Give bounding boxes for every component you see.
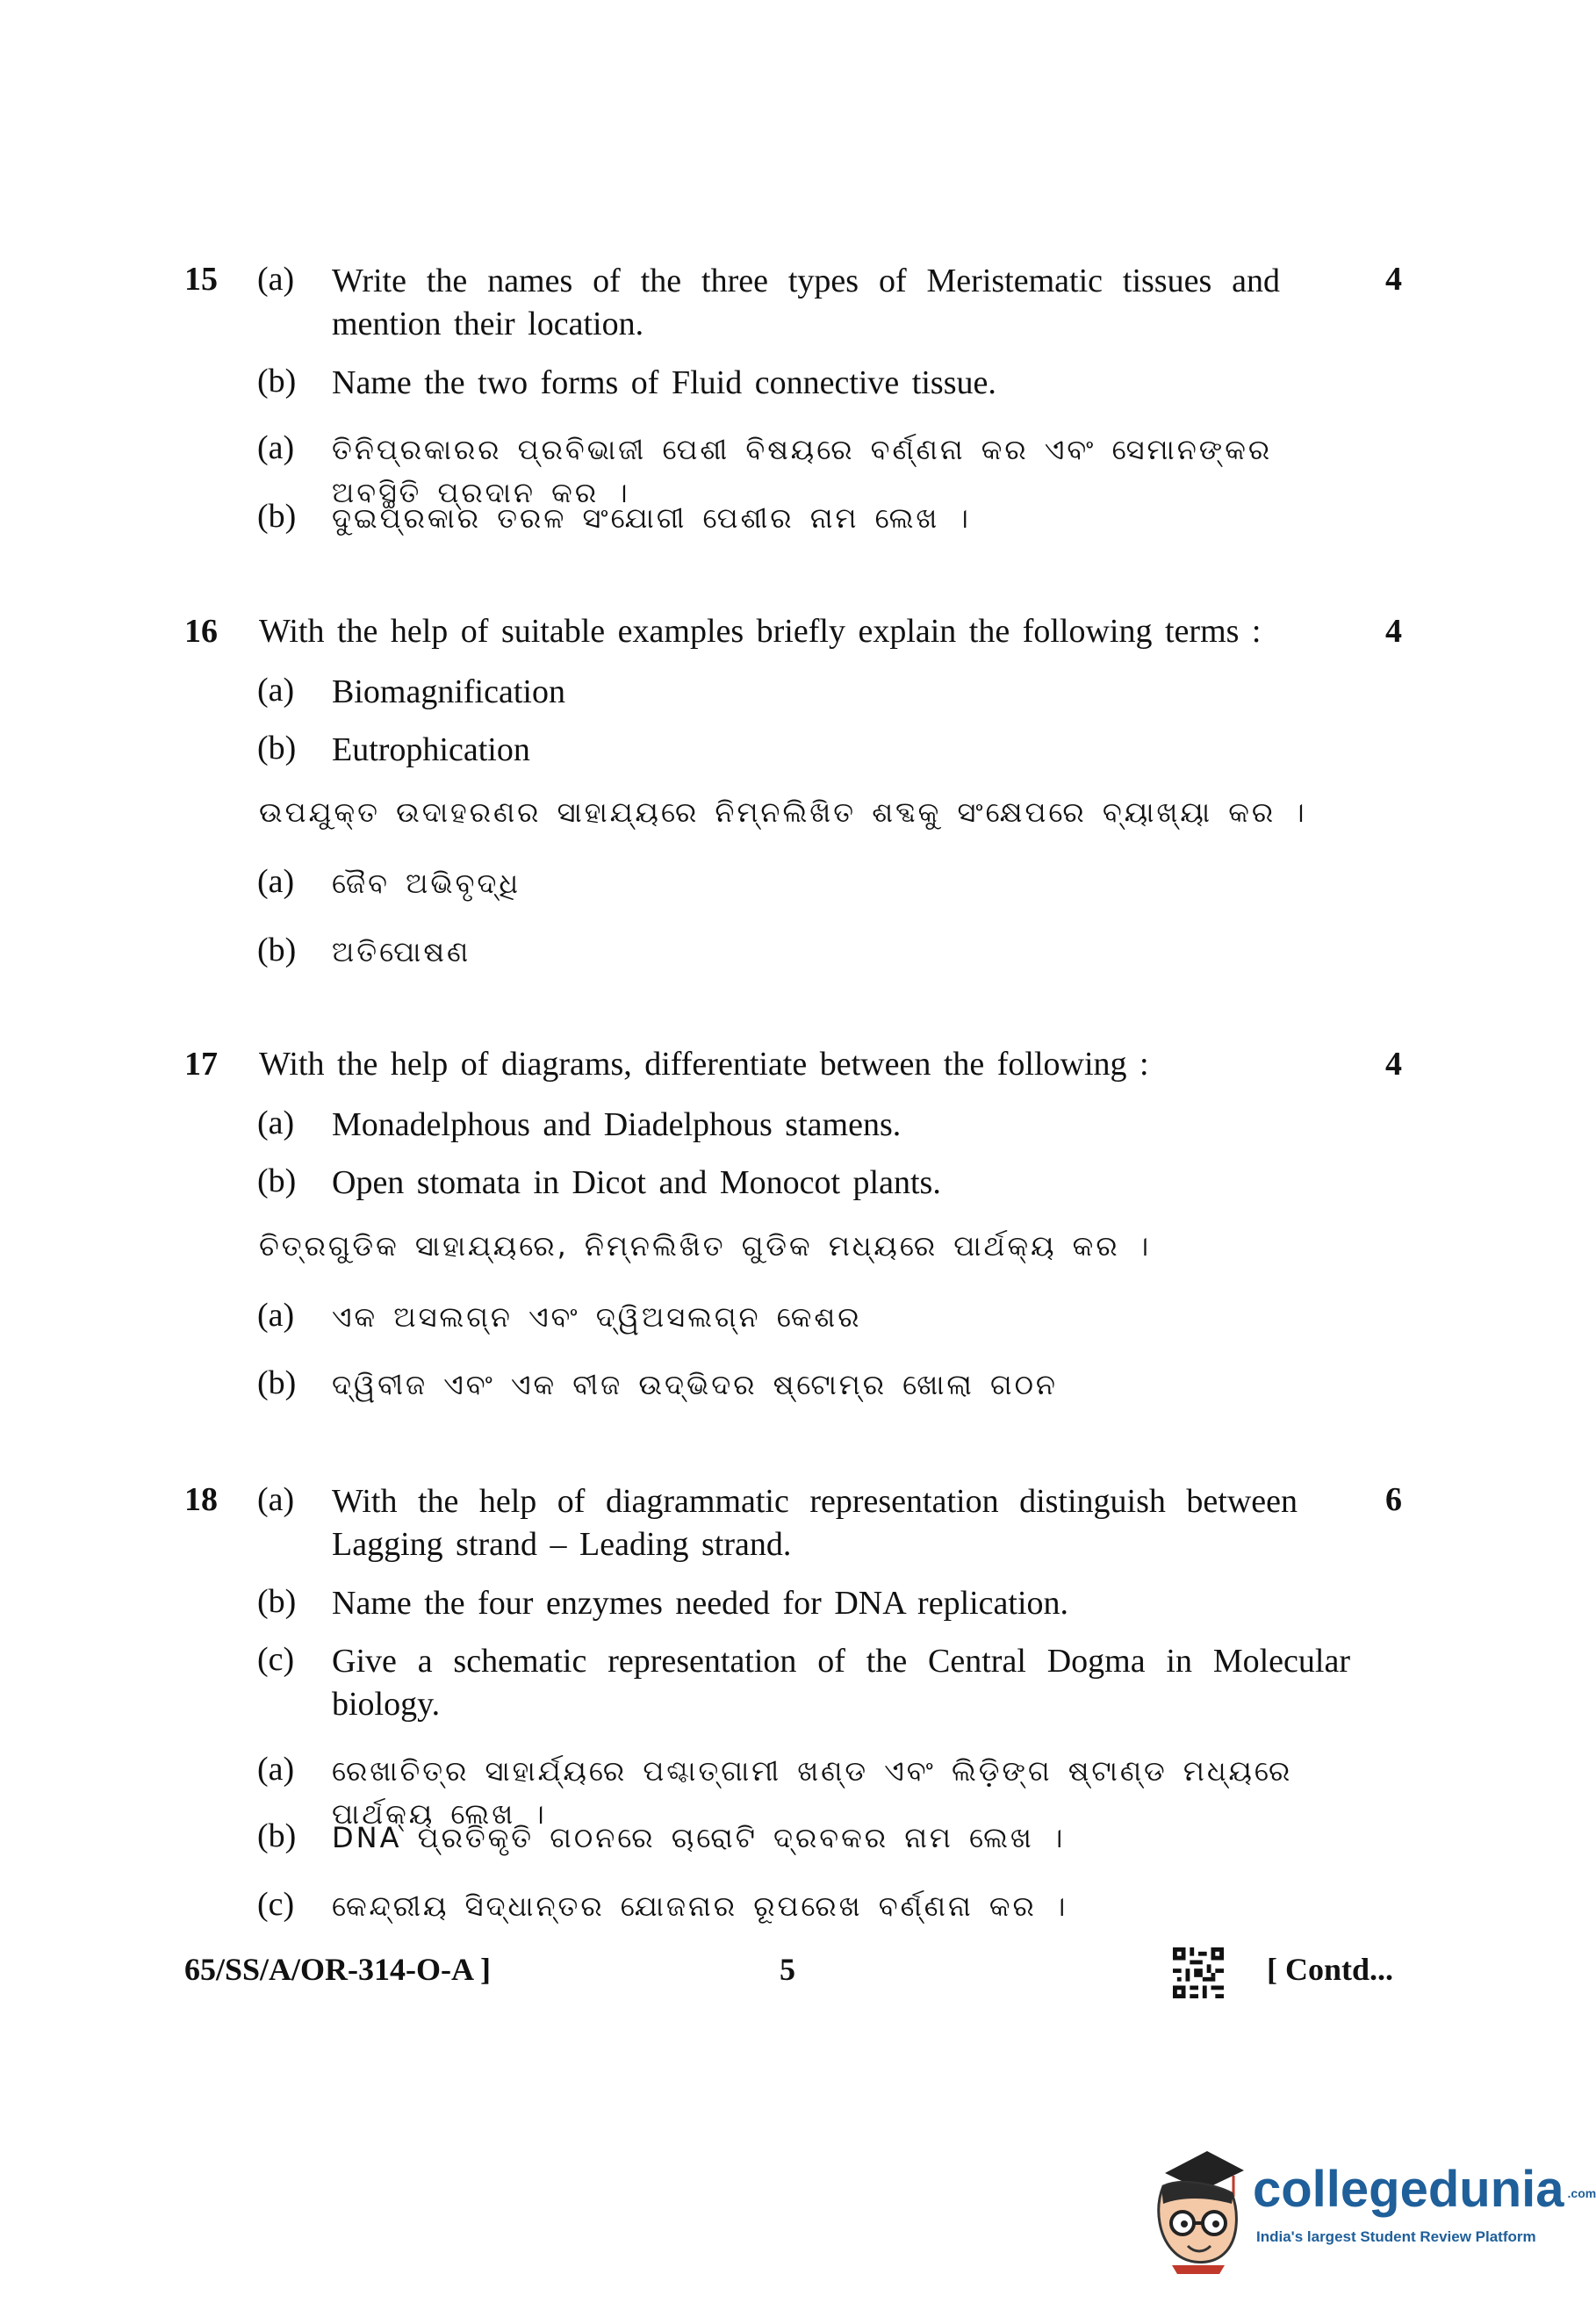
question-stem-odia: ଉପଯୁକ୍ତ ଉଦାହରଣର ସାହାଯ୍ୟରେ ନିମ୍ନଲିଖିତ ଶବ୍ଦକୁ ସଂକ୍ଷେପରେ ବ୍ୟାଖ୍ୟା କର ।	[259, 795, 1307, 829]
part-text-odia: ଦୁଇପ୍ରକାର ତରଳ ସଂଯୋଗୀ ପେଶୀର ନାମ ଲେଖ ।	[332, 501, 971, 535]
part-text-odia: କେନ୍ଦ୍ରୀୟ ସିଦ୍ଧାନ୍ତର ଯୋଜନାର ରୂପରେଖ ବର୍ଣ୍ଣନା କର ।	[332, 1889, 1068, 1923]
question-number: 16	[184, 613, 218, 650]
page-number: 5	[780, 1952, 795, 1987]
part-text-odia: ତିନିପ୍ରକାରର ପ୍ରବିଭାଜୀ ପେଶୀ ବିଷୟରେ ବର୍ଣ୍ଣନା କର ଏବଂ ସେମାନଙ୍କର ଅବସ୍ଥିତି ପ୍ରଦାନ କର ।	[332, 433, 1273, 509]
part-label: (b)	[257, 498, 297, 535]
question-stem: With the help of diagrams, differentiate between the following :	[259, 1046, 1149, 1083]
part-label: (b)	[257, 1162, 297, 1199]
part-text: Name the two forms of Fluid connective tissue.	[332, 364, 996, 401]
part-label: (c)	[257, 1641, 295, 1678]
part-label: (b)	[257, 1364, 297, 1401]
question-number: 17	[184, 1046, 218, 1083]
student-mascot-icon	[1146, 2142, 1251, 2274]
part-label: (a)	[257, 672, 295, 709]
part-label: (a)	[257, 1297, 295, 1334]
part-label: (a)	[257, 429, 295, 466]
part-text: Eutrophication	[332, 731, 530, 768]
part-text: Open stomata in Dicot and Monocot plants.	[332, 1164, 941, 1201]
part-label: (a)	[257, 1751, 295, 1788]
qr-code-icon	[1173, 1947, 1224, 1998]
logo-suffix: .com	[1567, 2185, 1596, 2200]
part-text-odia: ଦ୍ୱିବୀଜ ଏବଂ ଏକ ବୀଜ ଉଦ୍ଭିଦର ଷ୍ଟୋମ୍ର ଖୋଲା ଗଠନ	[332, 1368, 1058, 1401]
part-label: (b)	[257, 730, 297, 766]
part-text: Biomagnification	[332, 673, 565, 710]
part-label: (a)	[257, 1481, 295, 1518]
part-text: With the help of diagrammatic representation distinguish between Lagging strand – Leading strand.	[332, 1483, 1298, 1563]
part-label: (b)	[257, 1817, 297, 1854]
part-label: (b)	[257, 932, 297, 968]
question-marks: 4	[1385, 261, 1402, 298]
part-label: (a)	[257, 1105, 295, 1141]
logo-wordmark: collegedunia .com	[1253, 2161, 1596, 2218]
continued-label: [ Contd...	[1267, 1952, 1394, 1987]
part-label: (a)	[257, 261, 295, 298]
question-marks: 4	[1385, 613, 1402, 650]
part-text-odia: ଜୈବ ଅଭିବୃଦ୍ଧି	[332, 867, 521, 900]
part-text: Name the four enzymes needed for DNA replication.	[332, 1585, 1069, 1622]
part-label: (b)	[257, 1583, 297, 1620]
question-stem-odia: ଚିତ୍ରଗୁଡିକ ସାହାଯ୍ୟରେ, ନିମ୍ନଲିଖିତ ଗୁଡିକ ମଧ୍ୟରେ ପାର୍ଥକ୍ୟ କର ।	[259, 1229, 1152, 1263]
part-label: (a)	[257, 863, 295, 900]
part-text: Give a schematic representation of the Central Dogma in Molecular biology.	[332, 1643, 1350, 1723]
question-marks: 4	[1385, 1046, 1402, 1083]
logo-tagline: India's largest Student Review Platform	[1256, 2228, 1536, 2245]
question-marks: 6	[1385, 1481, 1402, 1518]
part-label: (c)	[257, 1886, 295, 1923]
part-text-odia: ଏକ ଅସଲଗ୍ନ ଏବଂ ଦ୍ୱିଅସଲଗ୍ନ କେଶର	[332, 1300, 862, 1334]
part-label: (b)	[257, 363, 297, 399]
collegedunia-logo	[1146, 2142, 1596, 2274]
paper-code: 65/SS/A/OR-314-O-A ]	[184, 1952, 492, 1987]
question-number: 18	[184, 1481, 218, 1518]
question-number: 15	[184, 261, 218, 298]
part-text: Monadelphous and Diadelphous stamens.	[332, 1106, 902, 1143]
part-text-odia: ଅତିପୋଷଣ	[332, 935, 471, 968]
part-text: Write the names of the three types of Meristematic tissues and mention their location.	[332, 263, 1280, 342]
part-text-odia: ରେଖାଚିତ୍ର ସାହାର୍ଯ୍ୟରେ ପଶ୍ଚାତ୍‌ଗାମୀ ଖଣ୍ଡ ଏବଂ ଲିଡ଼ିଙ୍ଗ ଷ୍ଟାଣ୍ଡ ମଧ୍ୟରେ ପାର୍ଥକ୍ୟ ଲେଖ ।	[332, 1754, 1293, 1831]
question-stem: With the help of suitable examples briefly explain the following terms :	[259, 613, 1262, 650]
part-text-odia: DNA ପ୍ରତିକୃତି ଗଠନରେ ଚାରୋଟି ଦ୍ରବକର ନାମ ଲେଖ ।	[332, 1821, 1066, 1854]
